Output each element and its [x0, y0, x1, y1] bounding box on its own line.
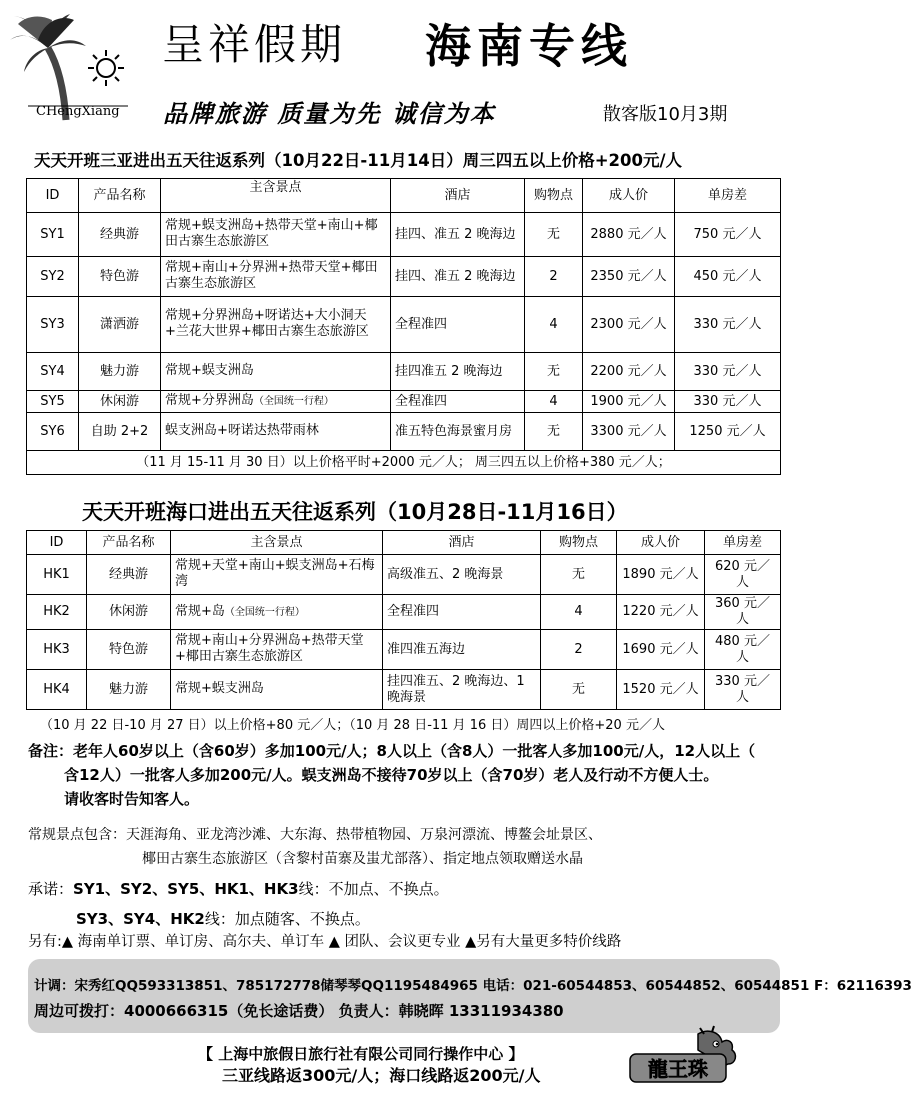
- table-row: [27, 257, 781, 297]
- haikou-cell-id: [27, 595, 87, 630]
- scenic-line-1: 常规景点包含：天涯海角、亚龙湾沙滩、大东海、热带植物园、万泉河漂流、博鳌会址景区、: [28, 827, 602, 843]
- sanya-shop-text: 4: [549, 393, 558, 409]
- sanya-hotel-text: 全程准四: [395, 393, 448, 409]
- haikou-single-text: 360 元／人: [715, 596, 770, 627]
- haikou-cell-spots: [171, 630, 383, 670]
- promise-routes-1: SY1、SY2、SY5、HK1、HK3: [73, 880, 299, 898]
- haikou-id-text: HK4: [43, 681, 70, 697]
- logo-text: CHengXiang: [36, 104, 120, 119]
- contact-box: [28, 959, 912, 1033]
- sanya-cell-id: [27, 413, 79, 451]
- table-row: [27, 670, 781, 710]
- table-row: [27, 595, 781, 630]
- sanya-spots-text: 常规+分界洲岛+呀诺达+大小洞天+兰花大世界+椰田古寨生态旅游区: [165, 308, 369, 339]
- haikou-hotel-text: 高级准五、2 晚海景: [387, 566, 504, 582]
- haikou-id-text: HK2: [43, 604, 70, 619]
- sanya-name-text: 休闲游: [99, 393, 139, 409]
- sanya-hotel-text: 全程准四: [395, 316, 448, 332]
- haikou-hotel-text: 准四准五海边: [387, 641, 466, 657]
- promise-text-1: 线：不加点、不换点。: [298, 880, 449, 898]
- sanya-spots-text: 常规+南山+分界洲+热带天堂+椰田古寨生态旅游区: [165, 260, 378, 291]
- haikou-spots-note: （全国统一行程）: [224, 606, 305, 618]
- haikou-cell-id: [27, 670, 87, 710]
- sanya-cell-spots: [161, 257, 391, 297]
- sanya-price-text: 2350 元／人: [590, 268, 667, 284]
- sanya-single-text: 330 元／人: [693, 363, 762, 379]
- dragon-mascot-logo-icon: [628, 1028, 740, 1086]
- haikou-cell-hotel: [383, 630, 541, 670]
- sanya-cell-shop: [525, 257, 583, 297]
- sanya-section-title: 天天开班三亚进出五天往返系列（10月22日-11月14日）周三四五以上价格+200元/人: [34, 151, 682, 170]
- sanya-col-header: 成人价: [583, 179, 675, 213]
- sanya-id-text: SY5: [40, 393, 65, 409]
- table-row: [27, 353, 781, 391]
- remark-line-3: 请收客时告知客人。: [64, 790, 200, 808]
- sanya-name-text: 魅力游: [99, 363, 139, 379]
- sanya-price-text: 3300 元／人: [590, 423, 667, 439]
- table-row: [27, 391, 781, 413]
- sanya-price-text: 2300 元／人: [590, 316, 667, 332]
- sanya-cell-shop: [525, 213, 583, 257]
- sanya-cell-id: [27, 353, 79, 391]
- haikou-col-header: 产品名称: [87, 531, 171, 555]
- sanya-cell-single: [675, 353, 781, 391]
- haikou-price-text: 1890 元／人: [622, 566, 699, 582]
- haikou-spots-text: 常规+天堂+南山+蜈支洲岛+石梅湾: [175, 558, 375, 589]
- sanya-cell-id: [27, 257, 79, 297]
- sanya-cell-price: [583, 213, 675, 257]
- sanya-name-text: 特色游: [99, 268, 139, 284]
- haikou-spots-text: 常规+南山+分界洲岛+热带天堂+椰田古寨生态旅游区: [175, 633, 364, 664]
- mascot-text: 龍王珠: [648, 1057, 708, 1081]
- haikou-cell-hotel: [383, 595, 541, 630]
- haikou-name-text: 休闲游: [108, 604, 148, 619]
- haikou-cell-spots: [171, 670, 383, 710]
- promise-label: 承诺：: [28, 880, 74, 898]
- sanya-spots-text: 蜈支洲岛+呀诺达热带雨林: [165, 423, 319, 438]
- haikou-shop-text: 无: [571, 566, 585, 582]
- sanya-cell-spots: [161, 391, 391, 413]
- sanya-price-table: [26, 178, 781, 475]
- sanya-price-text: 1900 元／人: [590, 393, 667, 409]
- haikou-shop-text: 4: [574, 604, 583, 619]
- sanya-cell-name: [79, 257, 161, 297]
- sanya-cell-price: [583, 297, 675, 353]
- haikou-cell-price: [617, 670, 705, 710]
- haikou-cell-hotel: [383, 670, 541, 710]
- promise-text-2: 线：加点随客、不换点。: [204, 910, 370, 928]
- extra-services: 另有:▲ 海南单订票、单订房、高尔夫、单订车 ▲ 团队、会议更专业 ▲另有大量更多特价线路: [28, 934, 622, 950]
- sanya-cell-spots: [161, 213, 391, 257]
- haikou-cell-single: [705, 670, 781, 710]
- remark-line-1: 老年人60岁以上（含60岁）多加100元/人；8人以上（含8人）一批客人多加100元/人，12人以上（: [73, 742, 756, 760]
- haikou-cell-price: [617, 555, 705, 595]
- sanya-hotel-text: 挂四准五 2 晚海边: [395, 363, 503, 379]
- table-row: [27, 213, 781, 257]
- sanya-hotel-text: 挂四、准五 2 晚海边: [395, 226, 516, 242]
- haikou-id-text: HK3: [43, 641, 70, 657]
- sanya-cell-id: [27, 297, 79, 353]
- haikou-single-text: 620 元／人: [715, 558, 770, 590]
- sanya-cell-price: [583, 353, 675, 391]
- haikou-hotel-text: 挂四准五、2 晚海边、1 晚海景: [387, 673, 525, 705]
- edition-label: 散客版10月3期: [603, 104, 728, 125]
- haikou-id-text: HK1: [43, 566, 70, 582]
- sanya-cell-hotel: [391, 297, 525, 353]
- sanya-price-text: 2880 元／人: [590, 226, 667, 242]
- sanya-col-header: 酒店: [391, 179, 525, 213]
- table-row: [27, 630, 781, 670]
- promise-routes-2: SY3、SY4、HK2: [76, 910, 205, 928]
- sanya-spots-note: （全国统一行程）: [253, 396, 334, 407]
- haikou-col-header: 酒店: [383, 531, 541, 555]
- sanya-spots-text: 常规+分界洲岛: [165, 393, 254, 408]
- sanya-hotel-text: 挂四、准五 2 晚海边: [395, 268, 516, 284]
- sanya-spots-text: 常规+蜈支洲岛: [165, 363, 254, 378]
- sanya-cell-shop: [525, 297, 583, 353]
- sanya-id-text: SY2: [40, 268, 65, 284]
- remark-label: 备注：: [28, 742, 74, 760]
- haikou-cell-shop: [541, 630, 617, 670]
- sanya-cell-hotel: [391, 353, 525, 391]
- sanya-cell-hotel: [391, 391, 525, 413]
- sanya-price-text: 2200 元／人: [590, 363, 667, 379]
- sanya-spots-text: 常规+蜈支洲岛+热带天堂+南山+椰田古寨生态旅游区: [165, 218, 378, 249]
- sanya-single-text: 330 元／人: [693, 316, 762, 332]
- remark-line-2: 含12人）一批客人多加200元/人。蜈支洲岛不接待70岁以上（含70岁）老人及行动不方便人士。: [64, 766, 719, 784]
- sanya-cell-price: [583, 257, 675, 297]
- table-row: [27, 297, 781, 353]
- sanya-col-header: 购物点: [525, 179, 583, 213]
- haikou-col-header: 成人价: [617, 531, 705, 555]
- sanya-hotel-text: 准五特色海景蜜月房: [395, 423, 513, 439]
- haikou-cell-name: [87, 555, 171, 595]
- sanya-single-text: 750 元／人: [693, 226, 762, 242]
- sanya-cell-spots: [161, 413, 391, 451]
- remarks: [28, 739, 755, 811]
- sanya-name-text: 潇洒游: [99, 316, 139, 332]
- haikou-cell-shop: [541, 555, 617, 595]
- sanya-shop-text: 无: [546, 363, 560, 379]
- scenic-spots: [28, 823, 602, 871]
- haikou-cell-shop: [541, 595, 617, 630]
- sanya-cell-name: [79, 213, 161, 257]
- haikou-single-text: 480 元／人: [715, 633, 770, 665]
- company-name: 【 上海中旅假日旅行社有限公司同行操作中心 】: [198, 1045, 524, 1063]
- sanya-name-text: 自助 2+2: [90, 423, 149, 439]
- haikou-cell-name: [87, 595, 171, 630]
- sanya-name-text: 经典游: [99, 226, 139, 242]
- haikou-price-text: 1690 元／人: [622, 641, 699, 657]
- sanya-single-text: 1250 元／人: [689, 423, 766, 439]
- sanya-id-text: SY1: [40, 226, 65, 242]
- sanya-cell-name: [79, 413, 161, 451]
- haikou-col-header: 单房差: [705, 531, 781, 555]
- table-row: [27, 555, 781, 595]
- sanya-single-text: 330 元／人: [693, 393, 762, 409]
- haikou-price-table: [26, 530, 781, 710]
- sanya-cell-single: [675, 213, 781, 257]
- sanya-cell-hotel: [391, 213, 525, 257]
- sanya-shop-text: 无: [546, 423, 560, 439]
- sanya-cell-name: [79, 353, 161, 391]
- contact-line-2: 周边可拨打：4000666315（免长途话费） 负责人：韩晓晖 13311934380: [34, 1002, 564, 1020]
- sanya-cell-id: [27, 213, 79, 257]
- sanya-id-text: SY6: [40, 423, 65, 439]
- haikou-cell-spots: [171, 555, 383, 595]
- haikou-cell-single: [705, 595, 781, 630]
- sanya-cell-shop: [525, 353, 583, 391]
- sanya-shop-text: 2: [549, 268, 558, 284]
- sanya-col-header: ID: [27, 179, 79, 213]
- sanya-id-text: SY3: [40, 316, 65, 332]
- page-title: 海南专线: [425, 19, 633, 73]
- sanya-col-header: 产品名称: [79, 179, 161, 213]
- sanya-cell-single: [675, 297, 781, 353]
- sanya-cell-spots: [161, 353, 391, 391]
- sanya-col-header: 主含景点: [161, 179, 391, 213]
- sanya-cell-name: [79, 297, 161, 353]
- haikou-section-title: 天天开班海口进出五天往返系列（10月28日-11月16日）: [82, 500, 628, 524]
- haikou-name-text: 魅力游: [108, 681, 148, 697]
- haikou-cell-price: [617, 595, 705, 630]
- sanya-shop-text: 4: [549, 316, 558, 332]
- haikou-cell-single: [705, 555, 781, 595]
- haikou-single-text: 330 元／人: [715, 673, 770, 705]
- haikou-col-header: ID: [27, 531, 87, 555]
- haikou-price-text: 1220 元／人: [622, 604, 699, 619]
- sanya-col-header: 单房差: [675, 179, 781, 213]
- haikou-spots-text: 常规+岛: [175, 603, 225, 619]
- haikou-cell-id: [27, 555, 87, 595]
- haikou-cell-name: [87, 670, 171, 710]
- table-row: [27, 413, 781, 451]
- haikou-footnote: （10 月 22 日-10 月 27 日）以上价格+80 元／人；（10 月 28 日-11 月 16 日）周四以上价格+20 元／人: [40, 718, 665, 733]
- haikou-cell-id: [27, 630, 87, 670]
- haikou-name-text: 经典游: [108, 566, 148, 582]
- slogan: 品牌旅游 质量为先 诚信为本: [163, 99, 496, 128]
- scenic-line-2: 椰田古寨生态旅游区（含黎村苗寨及蚩尤部落）、指定地点领取赠送水晶: [142, 851, 583, 867]
- sanya-cell-name: [79, 391, 161, 413]
- haikou-cell-hotel: [383, 555, 541, 595]
- haikou-name-text: 特色游: [108, 641, 148, 657]
- sanya-cell-single: [675, 257, 781, 297]
- sanya-cell-single: [675, 391, 781, 413]
- haikou-cell-price: [617, 630, 705, 670]
- sanya-shop-text: 无: [546, 226, 560, 242]
- promise: [28, 874, 449, 934]
- sanya-cell-hotel: [391, 257, 525, 297]
- rebate-text: 三亚线路返300元/人；海口线路返200元/人: [222, 1066, 541, 1085]
- sanya-single-text: 450 元／人: [693, 268, 762, 284]
- sanya-cell-shop: [525, 413, 583, 451]
- haikou-col-header: 购物点: [541, 531, 617, 555]
- sanya-cell-price: [583, 391, 675, 413]
- sanya-cell-spots: [161, 297, 391, 353]
- brand-title: 呈祥假期: [162, 20, 347, 69]
- sanya-id-text: SY4: [40, 363, 65, 379]
- haikou-spots-text: 常规+蜈支洲岛: [175, 681, 264, 696]
- haikou-cell-shop: [541, 670, 617, 710]
- sanya-cell-single: [675, 413, 781, 451]
- sanya-cell-price: [583, 413, 675, 451]
- sanya-footnote: （11 月 15-11 月 30 日）以上价格平时+2000 元／人； 周三四五以上价格+380 元／人；: [27, 451, 781, 475]
- haikou-cell-spots: [171, 595, 383, 630]
- haikou-hotel-text: 全程准四: [387, 604, 440, 619]
- haikou-col-header: 主含景点: [171, 531, 383, 555]
- haikou-shop-text: 2: [574, 641, 583, 657]
- sanya-cell-hotel: [391, 413, 525, 451]
- haikou-cell-name: [87, 630, 171, 670]
- haikou-shop-text: 无: [571, 681, 585, 697]
- contact-line-1: 计调：宋秀红QQ593313851、785172778储琴琴QQ1195484965 电话：021-60544853、60544852、60544851 F：62116393: [34, 978, 912, 994]
- haikou-cell-single: [705, 630, 781, 670]
- haikou-price-text: 1520 元／人: [622, 681, 699, 697]
- sanya-cell-shop: [525, 391, 583, 413]
- sanya-cell-id: [27, 391, 79, 413]
